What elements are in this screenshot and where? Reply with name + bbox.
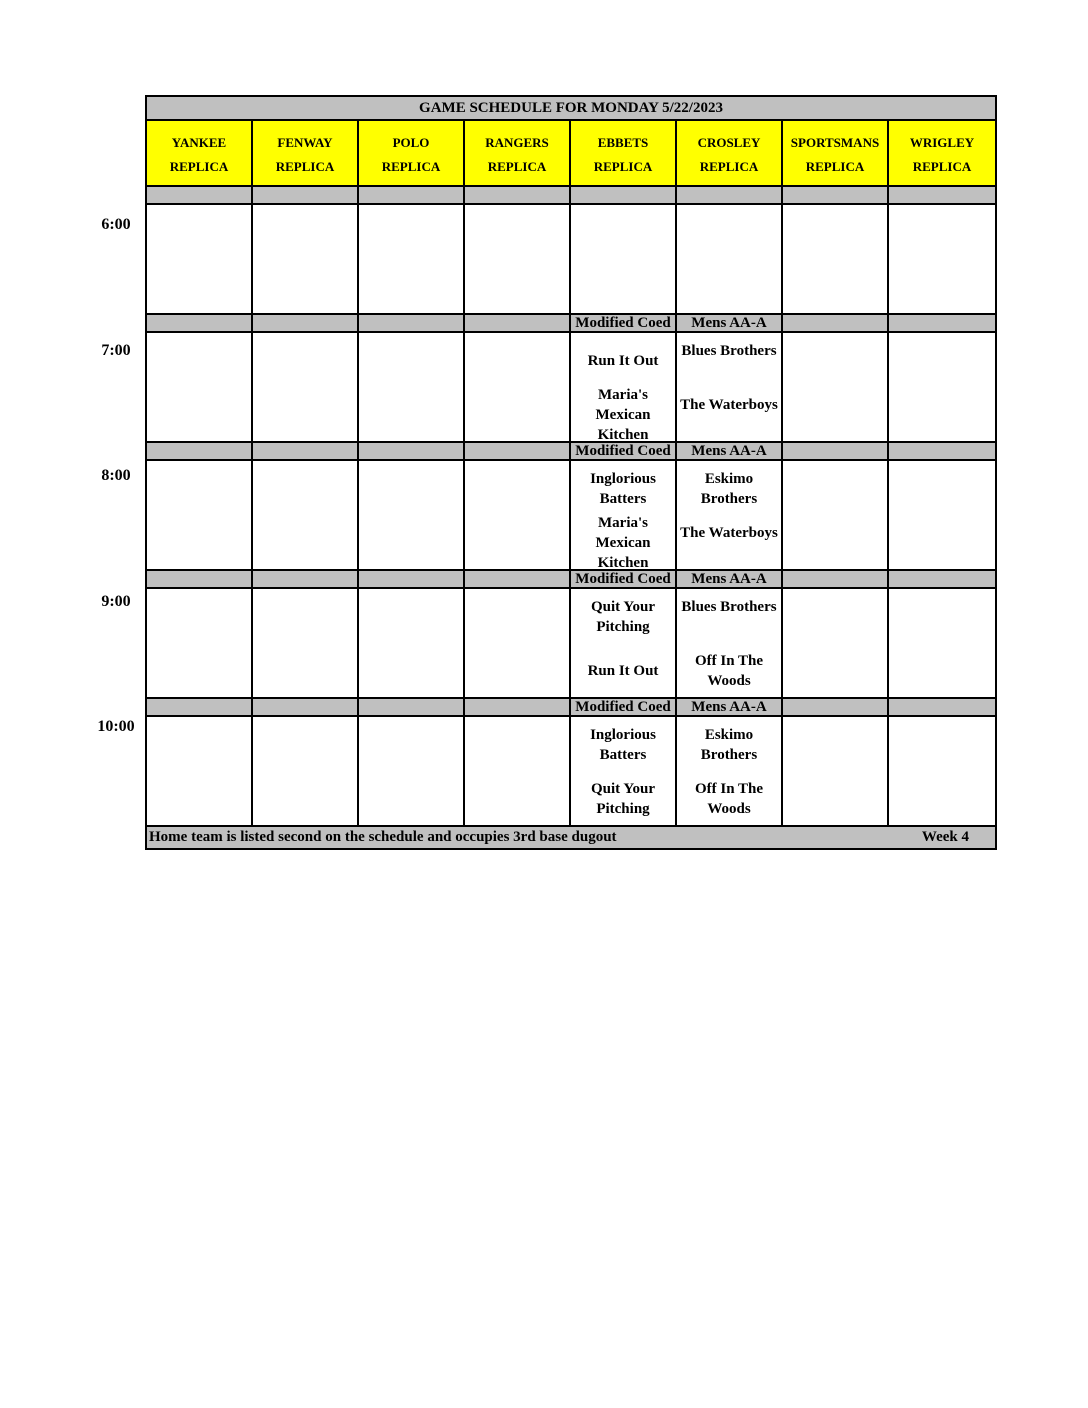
home-team: Off In The Woods [694, 653, 764, 689]
division-row [147, 315, 995, 333]
time-slot-7 [147, 333, 995, 443]
game-cell [677, 461, 783, 569]
away-team: Quit Your Pitching [590, 599, 656, 635]
time-label: 8:00 [101, 467, 131, 484]
field-header: YANKEE REPLICA [147, 121, 253, 185]
division-label: Mens AA-A [677, 571, 783, 587]
week-label: Week 4 [921, 829, 969, 845]
field-header: POLO REPLICA [359, 121, 465, 185]
division-label: Mens AA-A [677, 315, 783, 331]
division-row [147, 571, 995, 589]
home-team: Maria's Mexican Kitchen [595, 387, 651, 441]
time-label: 10:00 [97, 718, 135, 735]
game-cell [571, 589, 677, 697]
field-header-row [147, 121, 995, 187]
away-team: Eskimo Brothers [700, 727, 758, 763]
game-cell [571, 461, 677, 569]
gap-row [147, 187, 995, 205]
game-cell [677, 333, 783, 441]
schedule-title: GAME SCHEDULE FOR MONDAY 5/22/2023 [147, 97, 995, 121]
home-team: The Waterboys [680, 397, 778, 413]
field-header: CROSLEY REPLICA [677, 121, 783, 185]
time-label: 7:00 [101, 342, 131, 359]
away-team: Eskimo Brothers [700, 471, 758, 507]
away-team: Blues Brothers [681, 599, 777, 615]
field-header: SPORTSMANS REPLICA [783, 121, 889, 185]
home-team: Run It Out [587, 663, 659, 679]
game-cell [677, 717, 783, 825]
game-cell [571, 333, 677, 441]
field-header: WRIGLEY REPLICA [909, 135, 975, 174]
division-label: Modified Coed [571, 699, 677, 715]
time-slot-6 [147, 205, 995, 315]
away-team: Inglorious Batters [590, 471, 656, 507]
division-label: Modified Coed [571, 443, 677, 459]
time-slot-8 [147, 461, 995, 571]
home-team: Maria's Mexican Kitchen [595, 515, 651, 569]
schedule-footer [147, 827, 995, 848]
home-team: Off In The Woods [694, 781, 764, 817]
division-label: Mens AA-A [677, 699, 783, 715]
away-team: Blues Brothers [681, 343, 777, 359]
division-label: Mens AA-A [677, 443, 783, 459]
away-team: Run It Out [587, 353, 659, 369]
time-label: 9:00 [101, 593, 131, 610]
home-team: The Waterboys [680, 525, 778, 541]
time-slot-9 [147, 589, 995, 699]
game-cell [677, 589, 783, 697]
division-row [147, 443, 995, 461]
division-label: Modified Coed [571, 571, 677, 587]
home-team-note: Home team is listed second on the schedule and occupies 3rd base dugout [149, 829, 617, 845]
division-row [147, 699, 995, 717]
field-header: FENWAY REPLICA [253, 121, 359, 185]
game-cell [571, 717, 677, 825]
away-team: Inglorious Batters [590, 727, 656, 763]
time-label: 6:00 [101, 216, 131, 233]
field-header: RANGERS REPLICA [465, 121, 571, 185]
schedule-table [145, 95, 997, 850]
time-slot-10 [147, 717, 995, 827]
field-header: EBBETS REPLICA [571, 121, 677, 185]
home-team: Quit Your Pitching [590, 781, 656, 817]
division-label: Modified Coed [571, 315, 677, 331]
